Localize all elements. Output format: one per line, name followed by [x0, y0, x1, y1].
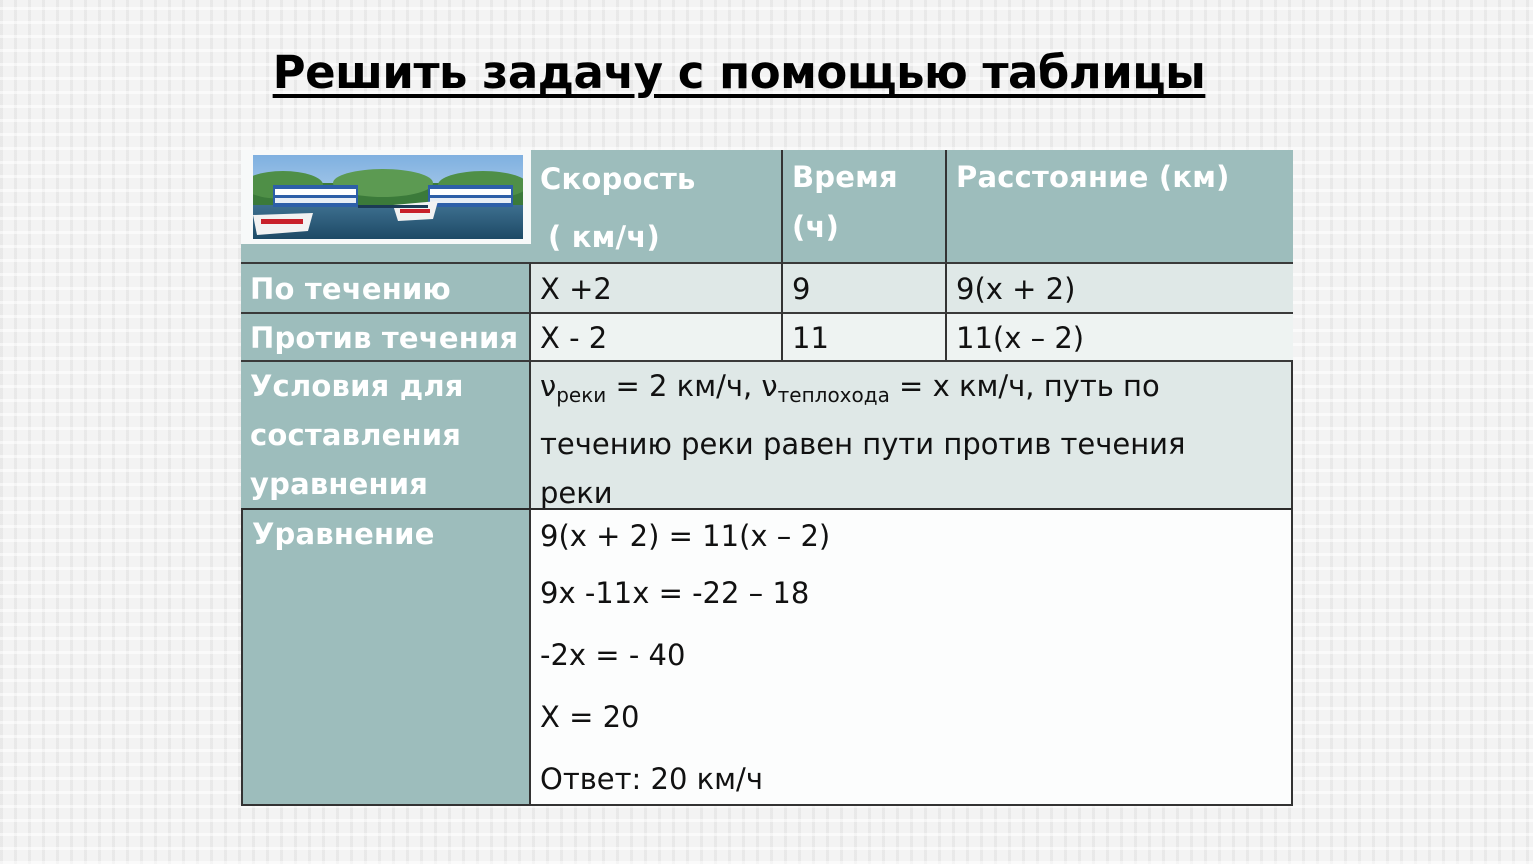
equation-line-4: Х = 20 [540, 700, 640, 734]
equation-label-text: Уравнение [252, 517, 435, 551]
river-boat-icon [253, 155, 523, 239]
row-downstream-distance-text: 9(х + 2) [956, 272, 1076, 306]
task-table [241, 150, 1293, 806]
conditions-text [531, 360, 1293, 508]
conditions-line3: реки [540, 476, 613, 508]
header-time-line2: (ч) [792, 210, 840, 244]
header-speed-line2: ( км/ч) [548, 220, 660, 254]
header-time [783, 150, 947, 262]
equation-line-2: 9х -11х = -22 – 18 [540, 576, 810, 610]
equation-solution [531, 508, 1293, 806]
v-river-subscript: реки [556, 383, 607, 407]
row-upstream-time-text: 11 [792, 321, 829, 355]
row-downstream-speed [531, 262, 783, 312]
header-speed [531, 150, 783, 262]
conditions-line2: течению реки равен пути против течения [540, 427, 1186, 461]
header-time-line1: Время [792, 160, 898, 194]
row-downstream-distance [947, 262, 1293, 312]
conditions-label-line2: составления [250, 418, 462, 452]
v-ship-symbol: ν [761, 369, 778, 403]
equation-label [241, 508, 531, 806]
row-downstream-label-text: По течению [250, 272, 451, 306]
row-upstream-speed-text: Х - 2 [540, 321, 608, 355]
equation-line-3: -2х = - 40 [540, 638, 686, 672]
row-upstream-time [783, 312, 947, 360]
row-upstream-label-text: Против течения [250, 321, 519, 355]
row-downstream-time [783, 262, 947, 312]
conditions-part1: = 2 км/ч, [606, 369, 762, 403]
row-downstream-time-text: 9 [792, 272, 811, 306]
row-upstream-label [241, 312, 531, 360]
header-image-cell [241, 150, 531, 244]
river-boat-image [253, 155, 523, 239]
equation-line-5: Ответ: 20 км/ч [540, 762, 763, 796]
row-downstream-label [241, 262, 531, 312]
header-image-bottom [241, 244, 531, 262]
row-upstream-speed [531, 312, 783, 360]
row-upstream-distance-text: 11(х – 2) [956, 321, 1085, 355]
header-distance [947, 150, 1293, 262]
equation-line-1: 9(х + 2) = 11(х – 2) [540, 519, 831, 553]
conditions-label [241, 360, 531, 508]
conditions-part2: = х км/ч, путь по [889, 369, 1160, 403]
conditions-label-line1: Условия для [250, 369, 464, 403]
conditions-line1 [540, 369, 1160, 407]
v-ship-subscript: теплохода [777, 383, 890, 407]
row-upstream-distance [947, 312, 1293, 360]
header-speed-line1: Скорость [540, 162, 696, 196]
page-title: Решить задачу с помощью таблицы [272, 46, 1206, 99]
row-downstream-speed-text: Х +2 [540, 272, 612, 306]
v-river-symbol: ν [540, 369, 557, 403]
header-distance-label: Расстояние (км) [956, 160, 1230, 194]
conditions-label-line3: уравнения [250, 467, 429, 501]
